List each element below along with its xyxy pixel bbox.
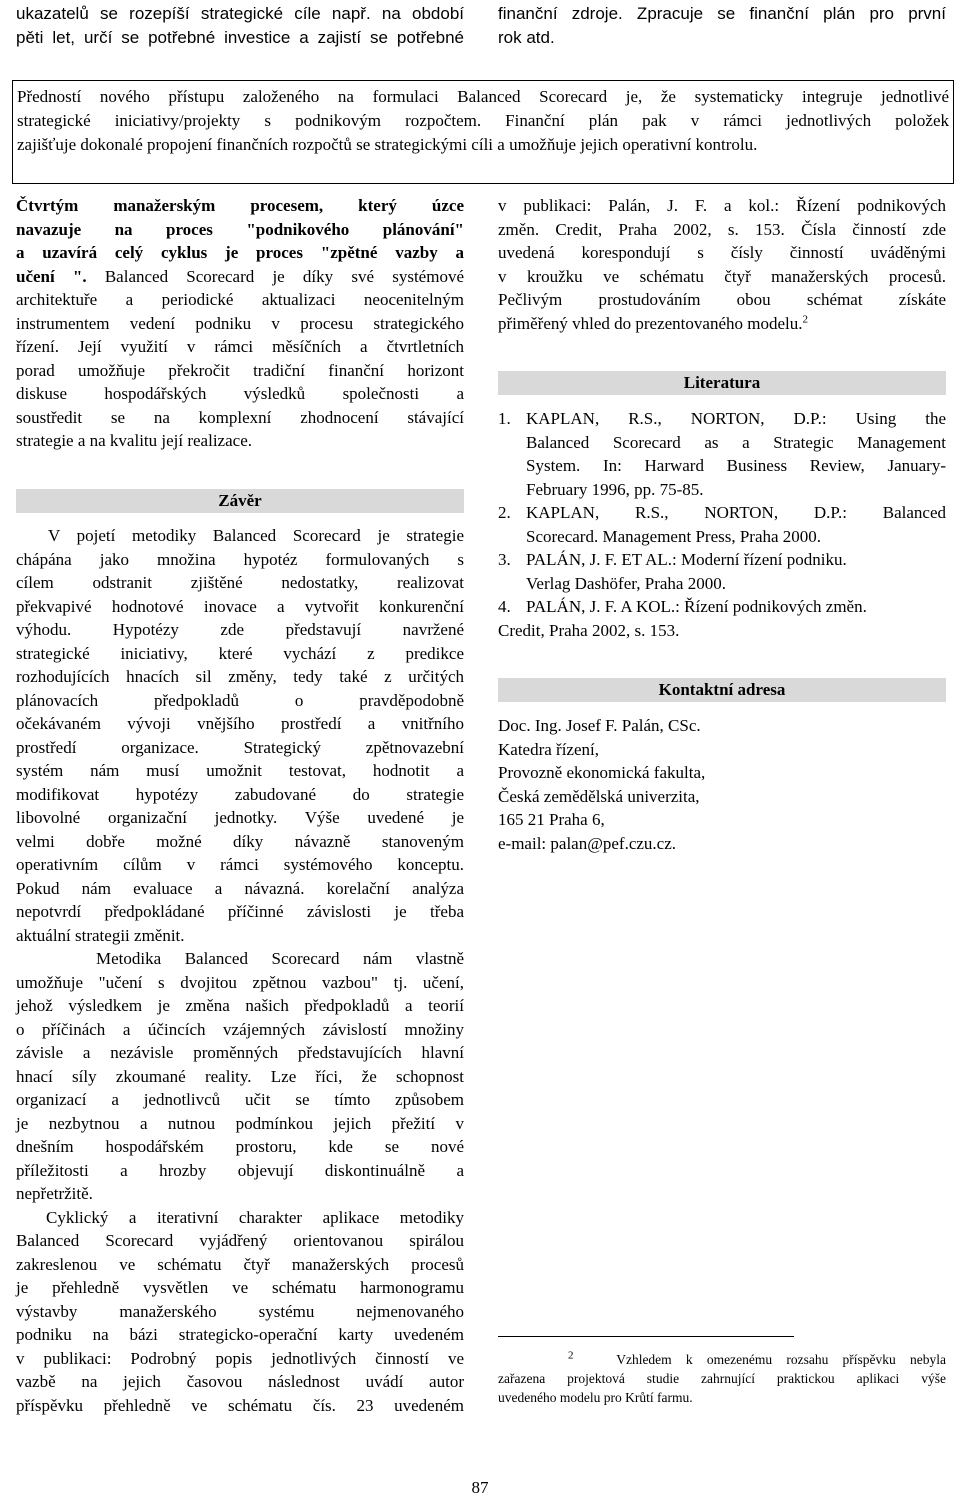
text-line: plánovacích předpokladů o pravděpodobně bbox=[16, 690, 464, 710]
text-line: podniku na bázi strategicko-operační karty uvedeném bbox=[16, 1325, 464, 1344]
text-line: nepotvrdí předpokládané příčinné závislosti je třeba bbox=[16, 902, 464, 921]
text-line: zařazena projektová studie zahrnující praktickou aplikaci výše bbox=[498, 1371, 946, 1386]
text-line: architektuře a periodické aktualizaci neocenitelným bbox=[16, 290, 464, 309]
page-number: 87 bbox=[471, 1478, 489, 1497]
text-line: strategické iniciativy/projekty s podnikovým rozpočtem. Finanční plán pak v rámci jednotlivých položek bbox=[17, 111, 949, 130]
top-left-fragment bbox=[16, 2, 464, 50]
text-line: PALÁN, J. F. ET AL.: Moderní řízení podniku. bbox=[526, 550, 847, 569]
text-line: February 1996, pp. 75-85. bbox=[526, 479, 704, 499]
text-line: výhodu. Hypotézy zde představují navržené bbox=[16, 620, 464, 639]
text-line: změn. Credit, Praha 2002, s. 153. Čísla činností zde bbox=[498, 219, 946, 239]
contact-city: 165 21 Praha 6, bbox=[498, 810, 605, 829]
footnote bbox=[498, 1350, 946, 1407]
text-line: vazbě na jejich časovou následnost uvádí autor bbox=[16, 1372, 464, 1391]
reference-item bbox=[498, 595, 946, 642]
text-line: organizací a jednotlivců učit se tímto způsobem bbox=[16, 1090, 464, 1109]
text-line: nepřetržitě. bbox=[16, 1184, 93, 1203]
text-line: příležitosti a hrozby objevují diskontinuálně a bbox=[16, 1160, 464, 1180]
reference-item bbox=[498, 407, 946, 501]
text-line: a uzavírá celý cyklus je proces "zpětné vazby a bbox=[16, 243, 464, 262]
text-line: navazuje na proces "podnikového plánování" bbox=[16, 219, 464, 239]
text-line: cílem odstranit zjištěné nedostatky, realizovat bbox=[16, 573, 464, 592]
text-line: prostředí organizace. Strategický zpětnovazební bbox=[16, 737, 464, 757]
text-line: Cyklický a iterativní charakter aplikace metodiky bbox=[46, 1207, 464, 1227]
text-line: strategické iniciativy, které vychází z predikce bbox=[16, 643, 464, 663]
text-line: System. In: Harward Business Review, January- bbox=[526, 456, 946, 475]
text: přiměřený vhled do prezentovaného modelu. bbox=[498, 313, 803, 333]
text-line: zakreslenou ve schématu čtyř manažerských procesů bbox=[16, 1254, 464, 1274]
text-line: je nezbytnou a nutnou podmínkou jejich přežití v bbox=[16, 1113, 464, 1133]
reference-item bbox=[498, 501, 946, 548]
text-line: systém nám musí umožnit testovat, hodnotit a bbox=[16, 761, 464, 780]
contact-university: Česká zemědělská univerzita, bbox=[498, 786, 700, 806]
contact-heading: Kontaktní adresa bbox=[498, 678, 946, 702]
reference-number: 3. bbox=[498, 550, 511, 569]
text-line: finanční zdroje. Zpracuje se finanční plán pro první bbox=[498, 4, 946, 23]
text-line: porad umožňuje překročit tradiční finanční horizont bbox=[16, 360, 464, 380]
text-line: velmi dobře možné díky návazně stanoveným bbox=[16, 831, 464, 851]
text-line: strategie a na kvalitu její realizace. bbox=[16, 431, 252, 450]
contact-department: Katedra řízení, bbox=[498, 739, 599, 759]
text-line: soustředit se na komplexní zhodnocení stávající bbox=[16, 407, 464, 427]
contact-email[interactable]: e-mail: palan@pef.czu.cz. bbox=[498, 833, 677, 853]
text-line: modifikovat hypotézy zabudované do strategie bbox=[16, 784, 464, 804]
text-line: překvapivé hodnotové inovace a vytvořit konkurenční bbox=[16, 596, 464, 616]
text-line: aktuální strategii změnit. bbox=[16, 925, 185, 945]
text-line bbox=[498, 312, 946, 336]
text-line: KAPLAN, R.S., NORTON, D.P.: Balanced bbox=[526, 503, 946, 522]
contact-name: Doc. Ing. Josef F. Palán, CSc. bbox=[498, 716, 701, 735]
text-line bbox=[16, 265, 464, 289]
footnote-mark: 2 bbox=[568, 1349, 574, 1362]
text-line: jehož výsledkem je změna našich předpokladů a teorií bbox=[16, 996, 464, 1015]
text-line: Credit, Praha 2002, s. 153. bbox=[498, 620, 680, 640]
text-line: Verlag Dashöfer, Praha 2000. bbox=[526, 573, 726, 593]
text-line: řízení. Její využití v rámci měsíčních a čtvrtletních bbox=[16, 337, 464, 356]
contact-faculty: Provozně ekonomická fakulta, bbox=[498, 763, 706, 782]
text-line: libovolné organizační jednotky. Výše uvedené je bbox=[16, 808, 464, 827]
text-line: uvedená korespondují s čísly činností uváděnými bbox=[498, 243, 946, 262]
text-line: v publikaci: Palán, J. F. a kol.: Řízení podnikových bbox=[498, 196, 946, 215]
text-line bbox=[498, 1350, 946, 1369]
framed-summary-paragraph bbox=[12, 80, 954, 184]
text-line: příspěvku přehledně ve schématu čís. 23 uvedeném bbox=[16, 1395, 464, 1415]
footnote-separator bbox=[498, 1336, 794, 1337]
left-intro-paragraph bbox=[16, 194, 464, 453]
text-line: chápána jako množina hypotéz formulovaných s bbox=[16, 549, 464, 569]
reference-number: 2. bbox=[498, 503, 511, 522]
text-line: V pojetí metodiky Balanced Scorecard je strategie bbox=[48, 526, 464, 545]
text-line: výstavby manažerského systému nejmenovaného bbox=[16, 1301, 464, 1321]
text-line: Pokud nám evaluace a návazná. korelační analýza bbox=[16, 878, 464, 898]
text-line: rozhodujících hnacích sil změny, tedy také z určitých bbox=[16, 667, 464, 686]
text-line: diskuse hospodářských výsledků společnosti a bbox=[16, 384, 464, 403]
text-line: Pečlivým prostudováním obou schémat získáte bbox=[498, 290, 946, 309]
text-line: KAPLAN, R.S., NORTON, D.P.: Using the bbox=[526, 409, 946, 428]
text-line: závisle a nezávisle proměnných představujících hlavní bbox=[16, 1043, 464, 1062]
text-line: instrumentem vedení podniku v procesu strategického bbox=[16, 313, 464, 333]
text-line: Metodika Balanced Scorecard nám vlastně bbox=[96, 949, 464, 968]
reference-item bbox=[498, 548, 946, 595]
text-line: v publikaci: Podrobný popis jednotlivých činností ve bbox=[16, 1348, 464, 1368]
text: Balanced Scorecard je díky své systémové bbox=[86, 266, 464, 286]
text-line: rok atd. bbox=[498, 28, 555, 47]
text-line: hnací síly zkoumané reality. Lze říci, že schopnost bbox=[16, 1066, 464, 1086]
top-right-fragment bbox=[498, 2, 946, 50]
reference-number: 4. bbox=[498, 597, 511, 616]
text-line: ukazatelů se rozepíší strategické cíle např. na období bbox=[16, 4, 464, 23]
text-line: Balanced Scorecard vyjádřený orientovanou spirálou bbox=[16, 1231, 464, 1250]
text-line: Čtvrtým manažerským procesem, který úzce bbox=[16, 196, 464, 215]
text: Vzhledem k omezenému rozsahu příspěvku nebyla bbox=[616, 1352, 947, 1367]
contact-address bbox=[498, 714, 946, 855]
text-line: zajišťuje dokonalé propojení finančních rozpočtů se strategickými cíli a umožňuje jejich operativní kontrolu. bbox=[17, 135, 758, 154]
reference-number: 1. bbox=[498, 409, 511, 428]
right-continuation-paragraph bbox=[498, 194, 946, 335]
text-line: v kroužku ve schématu čtyř manažerských procesů. bbox=[498, 266, 946, 286]
text-line: Scorecard. Management Press, Praha 2000. bbox=[526, 526, 822, 546]
text-line: Předností nového přístupu založeného na formulaci Balanced Scorecard je, že systematicky integruje jednotlivé bbox=[17, 87, 949, 106]
text-line: pěti let, určí se potřebné investice a zajistí se potřebné bbox=[16, 28, 464, 47]
text-line: Balanced Scorecard as a Strategic Management bbox=[526, 432, 946, 452]
literature-heading: Literatura bbox=[498, 371, 946, 395]
text-line: uvedeného modelu pro Krůtí farmu. bbox=[498, 1390, 693, 1405]
text-line: dnešním hospodářském prostoru, kde se nové bbox=[16, 1137, 464, 1156]
text-line: očekávaném vývoji vnějšího prostředí a vnitřního bbox=[16, 714, 464, 733]
text-line: operativním cílům v rámci systémového konceptu. bbox=[16, 855, 464, 874]
bold-text: učení ". bbox=[16, 266, 87, 286]
text-line: je přehledně vysvětlen ve schématu harmonogramu bbox=[16, 1278, 464, 1297]
footnote-reference[interactable]: 2 bbox=[802, 312, 808, 325]
text-line: umožňuje "učení s dvojitou zpětnou vazbou" tj. učení, bbox=[16, 972, 464, 992]
text-line: o příčinách a účincích vzájemných závislostí množiny bbox=[16, 1019, 464, 1039]
conclusion-heading: Závěr bbox=[16, 489, 464, 513]
conclusion-body bbox=[16, 524, 464, 1417]
reference-list bbox=[498, 407, 946, 642]
text-line: PALÁN, J. F. A KOL.: Řízení podnikových změn. bbox=[526, 597, 867, 616]
